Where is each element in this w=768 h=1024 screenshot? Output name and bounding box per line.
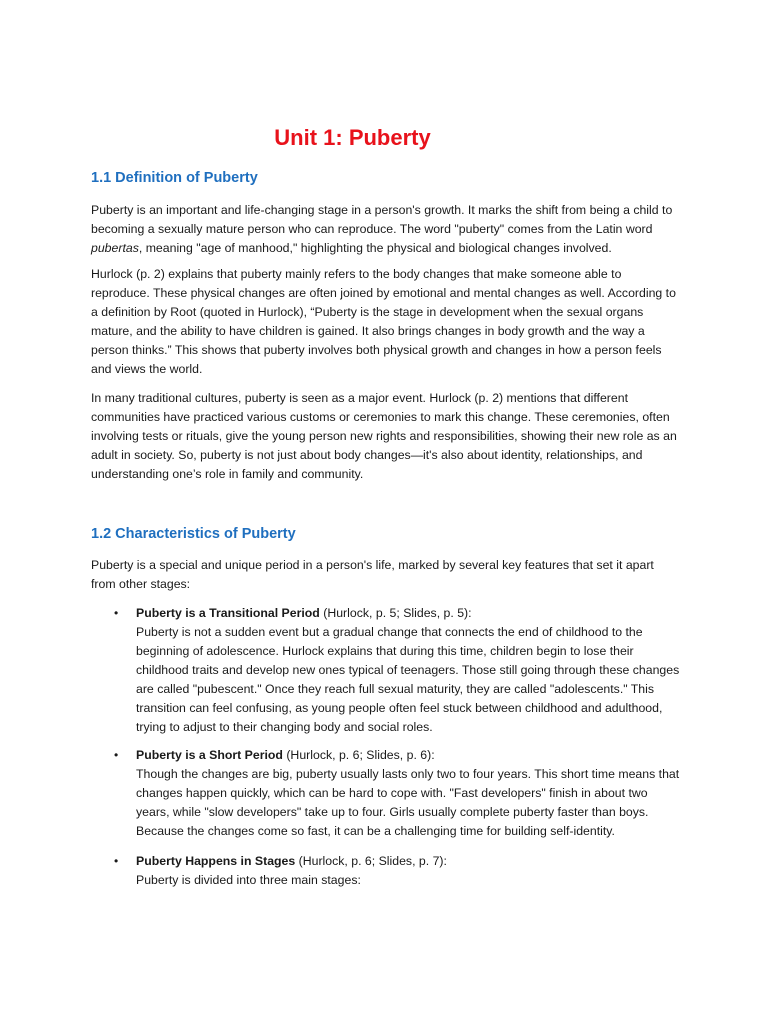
- bullet-icon: •: [114, 606, 119, 620]
- list-item-label: Puberty is a Transitional Period: [136, 606, 320, 620]
- list-item-label: Puberty Happens in Stages: [136, 854, 296, 868]
- list-item-reference: (Hurlock, p. 6; Slides, p. 6):: [282, 748, 435, 762]
- section-heading-definition: 1.1 Definition of Puberty: [91, 170, 258, 186]
- page-title: Unit 1: Puberty: [274, 125, 431, 150]
- bullet-icon: •: [114, 748, 119, 762]
- paragraph-definition-3: In many traditional cultures, puberty is seen as a major event. Hurlock (p. 2) mentions that different communities have practiced various customs or ceremonies to mark this change. These ceremonies, often involving tests or rituals, give the young person new rights and responsibilities, showing their new role as an adult in society. So, puberty is not just about body changes—it's also about identity, relationships, and understanding one’s role in family and community.: [91, 391, 677, 481]
- list-item-short-period: [136, 746, 682, 841]
- list-item-stages: [136, 852, 682, 890]
- list-item-reference: (Hurlock, p. 5; Slides, p. 5):: [319, 606, 472, 620]
- list-item-text: Puberty is divided into three main stages:: [136, 873, 361, 887]
- list-item-transitional: [136, 604, 682, 737]
- bullet-icon: •: [114, 854, 119, 868]
- paragraph-text: Puberty is an important and life-changing stage in a person's growth. It marks the shift from being a child to becoming a sexually mature person who can reproduce. The word "puberty" comes from the Latin word: [91, 203, 673, 236]
- list-item-reference: (Hurlock, p. 6; Slides, p. 7):: [295, 854, 447, 868]
- list-item-label: Puberty is a Short Period: [136, 748, 283, 762]
- latin-term: pubertas: [91, 241, 139, 255]
- paragraph-characteristics-intro: Puberty is a special and unique period in a person's life, marked by several key features that set it apart from other stages:: [91, 558, 654, 591]
- paragraph-text: , meaning "age of manhood," highlighting the physical and biological changes involved.: [138, 241, 612, 255]
- list-item-text: Puberty is not a sudden event but a gradual change that connects the end of childhood to the beginning of adolescence. Hurlock explains that during this time, children begin to lose their childhood traits and develop new ones typical of teenagers. Those still going through these changes are called "pubescent." Once they reach full sexual maturity, they are called "adolescents." This transition can feel confusing, as young people often feel stuck between childhood and adulthood, trying to adjust to their changing body and social roles.: [136, 625, 680, 734]
- list-item-text: Though the changes are big, puberty usually lasts only two to four years. This short time means that changes happen quickly, which can be hard to cope with. "Fast developers" finish in about two years, while "slow developers" take up to four. Girls usually complete puberty faster than boys. Because the changes come so fast, it can be a challenging time for building self-identity.: [136, 767, 680, 838]
- paragraph-definition-1: [91, 201, 681, 258]
- paragraph-definition-2: Hurlock (p. 2) explains that puberty mainly refers to the body changes that make someone able to reproduce. These physical changes are often joined by emotional and mental changes as well. According to a definition by Root (quoted in Hurlock), “Puberty is the stage in development when the sexual organs mature, and the ability to have children is gained. It also brings changes in body growth and the way a person thinks.” This shows that puberty involves both physical growth and changes in how a person feels and views the world.: [91, 267, 676, 376]
- section-heading-characteristics: 1.2 Characteristics of Puberty: [91, 526, 296, 542]
